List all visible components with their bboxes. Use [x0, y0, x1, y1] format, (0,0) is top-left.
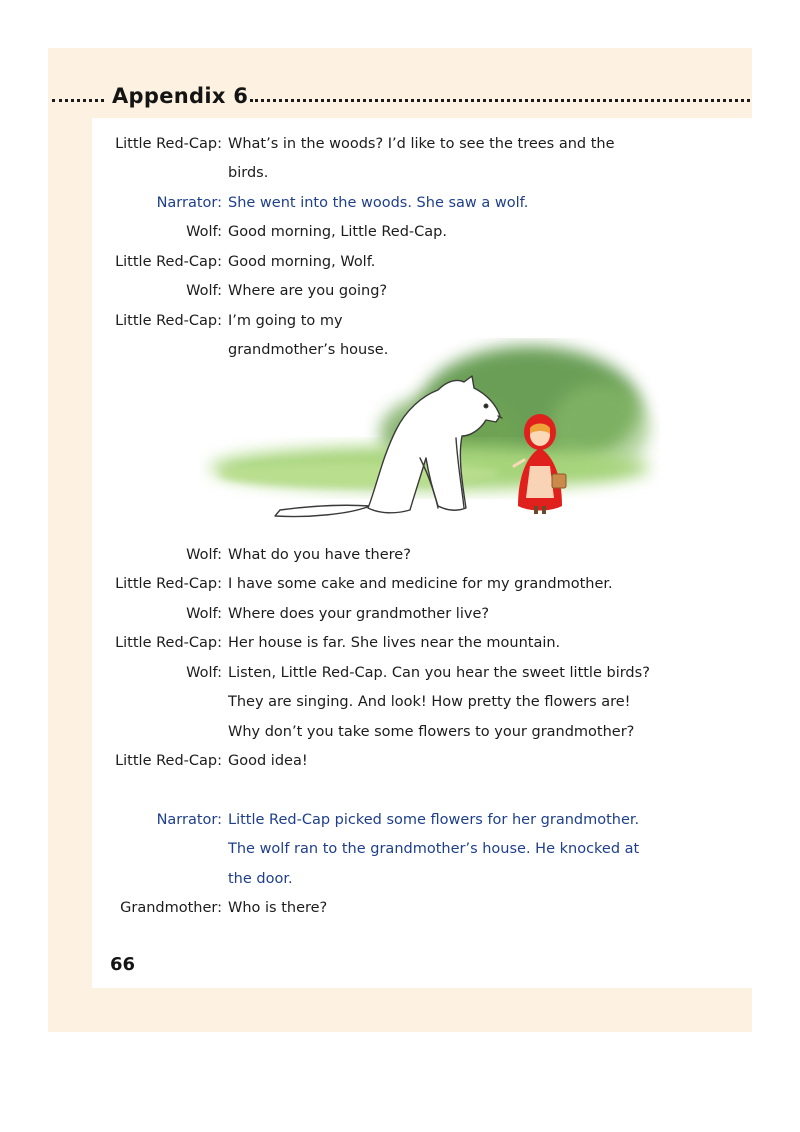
line-text: grandmother’s house. — [228, 342, 389, 358]
speaker-label: Little Red-Cap: — [115, 576, 222, 592]
dialogue-line — [0, 309, 800, 333]
speaker-label: Wolf: — [186, 606, 222, 622]
speaker-label: Grandmother: — [120, 900, 222, 916]
speaker-label: Wolf: — [186, 547, 222, 563]
dialogue-line — [0, 661, 800, 685]
line-text: She went into the woods. She saw a wolf. — [228, 195, 529, 211]
line-text: Where does your grandmother live? — [228, 606, 490, 622]
appendix-header — [48, 82, 752, 112]
line-text: What do you have there? — [228, 547, 411, 563]
line-text: Good morning, Little Red-Cap. — [228, 224, 447, 240]
speaker-label: Wolf: — [186, 224, 222, 240]
line-text: Her house is far. She lives near the mountain. — [228, 635, 561, 651]
speaker-label: Little Red-Cap: — [115, 136, 222, 152]
speaker-label: Wolf: — [186, 283, 222, 299]
speaker-label: Little Red-Cap: — [115, 635, 222, 651]
line-text: Listen, Little Red-Cap. Can you hear the sweet little birds? — [228, 665, 650, 681]
dialogue-line — [0, 543, 800, 567]
line-text: Where are you going? — [228, 283, 388, 299]
line-text: I’m going to my — [228, 313, 343, 329]
speaker-label: Wolf: — [186, 665, 222, 681]
line-text: Little Red-Cap picked some flowers for her grandmother. — [228, 812, 640, 828]
line-text: What’s in the woods? I’d like to see the trees and the — [228, 136, 615, 152]
line-text: They are singing. And look! How pretty the flowers are! — [228, 694, 631, 710]
dialogue-line — [0, 279, 800, 303]
page-number: 66 — [110, 954, 136, 975]
narration-line — [0, 837, 800, 861]
speaker-label: Little Red-Cap: — [115, 313, 222, 329]
dialogue-line — [0, 161, 800, 185]
page-title: Appendix 6 — [112, 84, 249, 108]
wolf-and-red-cap-illustration — [200, 338, 660, 534]
dialogue-line — [0, 220, 800, 244]
dialogue-line — [0, 631, 800, 655]
speaker-label: Narrator: — [156, 812, 222, 828]
header-dots-right — [250, 99, 750, 102]
dialogue-line — [0, 749, 800, 773]
dialogue-line — [0, 720, 800, 744]
dialogue-line — [0, 602, 800, 626]
dialogue-line — [0, 896, 800, 920]
line-text: The wolf ran to the grandmother’s house. He knocked at — [228, 841, 640, 857]
narration-line — [0, 191, 800, 215]
speaker-label: Narrator: — [156, 195, 222, 211]
line-text: Good morning, Wolf. — [228, 254, 376, 270]
speaker-label: Little Red-Cap: — [115, 254, 222, 270]
dialogue-line — [0, 690, 800, 714]
line-text: Who is there? — [228, 900, 328, 916]
line-text: the door. — [228, 871, 293, 887]
dialogue-line — [0, 572, 800, 596]
narration-line — [0, 808, 800, 832]
speaker-label: Little Red-Cap: — [115, 753, 222, 769]
narration-line — [0, 867, 800, 891]
line-text: Why don’t you take some flowers to your grandmother? — [228, 724, 635, 740]
line-text: Good idea! — [228, 753, 308, 769]
line-text: birds. — [228, 165, 269, 181]
line-text: I have some cake and medicine for my grandmother. — [228, 576, 613, 592]
header-dots-left — [52, 99, 104, 102]
dialogue-line — [0, 132, 800, 156]
dialogue-line — [0, 250, 800, 274]
